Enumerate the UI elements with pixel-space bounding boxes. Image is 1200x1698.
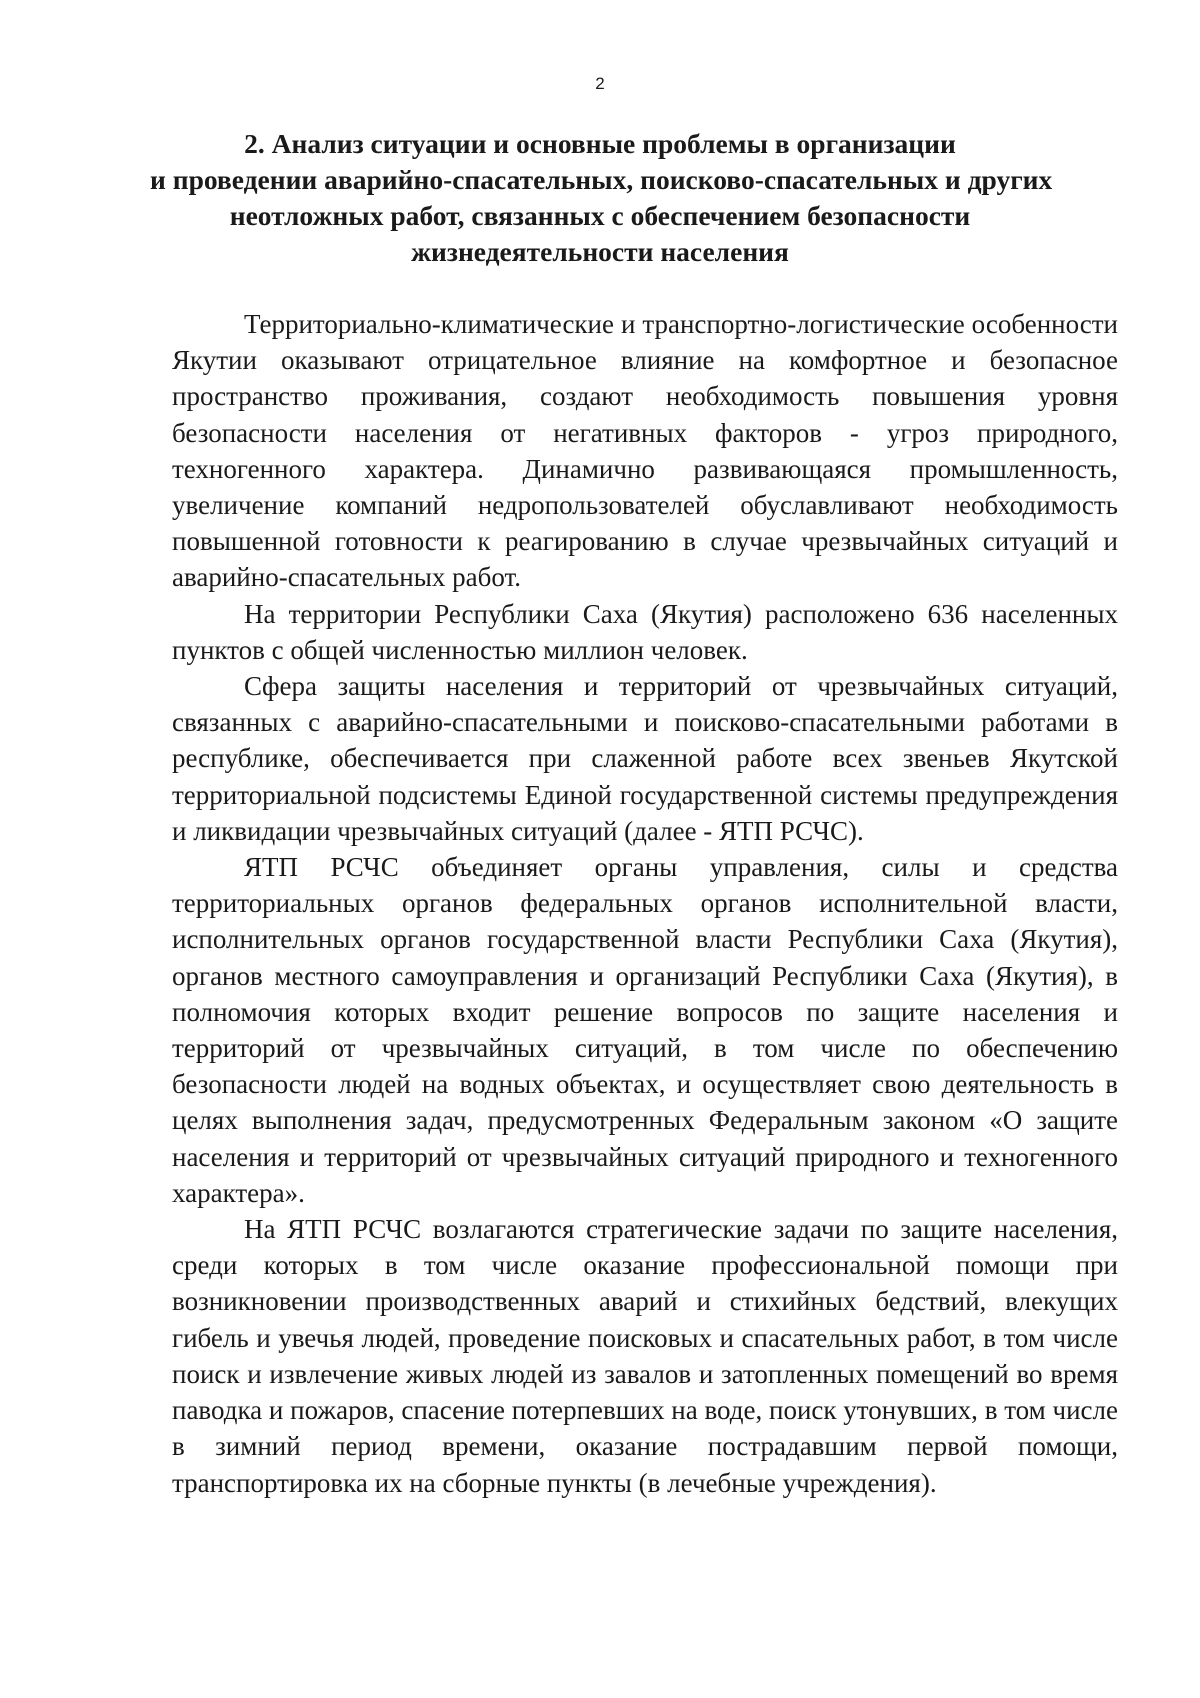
- heading-line: 2. Анализ ситуации и основные проблемы в организации: [244, 128, 956, 159]
- paragraph: Сфера защиты населения и территорий от чрезвычайных ситуаций, связанных с аварийно-спасательными и поисково-спасательными работами в республике, обеспечивается при слаженной работе всех звеньев Якутской территориальной подсистемы Единой государственной системы предупреждения и ликвидации чрезвычайных ситуаций (далее - ЯТП РСЧС).: [172, 671, 1118, 846]
- paragraph: На территории Республики Саха (Якутия) расположено 636 населенных пунктов с общей численностью миллион человек.: [172, 598, 1118, 665]
- paragraph: ЯТП РСЧС объединяет органы управления, силы и средства территориальных органов федеральных органов исполнительной власти, исполнительных органов государственной власти Республики Саха (Якутия), органов местного самоуправления и организаций Республики Саха (Якутия), в полномочия которых входит решение вопросов по защите населения и территорий от чрезвычайных ситуаций, в том числе по обеспечению безопасности людей на водных объектах, и осуществляет свою деятельность в целях выполнения задач, предусмотренных Федеральным законом «О защите населения и территорий от чрезвычайных ситуаций природного и техногенного характера».: [172, 852, 1118, 1208]
- heading-line: неотложных работ, связанных с обеспечением безопасности: [229, 200, 971, 231]
- section-heading: [150, 126, 1053, 270]
- paragraph: Территориально-климатические и транспортно-логистические особенности Якутии оказывают отрицательное влияние на комфортное и безопасное пространство проживания, создают необходимость повышения уровня безопасности населения от негативных факторов - угроз природного, техногенного характера. Динамично развивающаяся промышленность, увеличение компаний недропользователей обуславливают необходимость повышенной готовности к реагированию в случае чрезвычайных ситуаций и аварийно-спасательных работ.: [172, 309, 1118, 593]
- body-text: [172, 306, 1118, 1501]
- paragraph: На ЯТП РСЧС возлагаются стратегические задачи по защите населения, среди которых в том числе оказание профессиональной помощи при возникновении производственных аварий и стихийных бедствий, влекущих гибель и увечья людей, проведение поисковых и спасательных работ, в том числе поиск и извлечение живых людей из завалов и затопленных помещений во время паводка и пожаров, спасение потерпевших на воде, поиск утонувших, в том числе в зимний период времени, оказание пострадавшим первой помощи, транспортировка их на сборные пункты (в лечебные учреждения).: [172, 1214, 1118, 1498]
- page-number: 2: [595, 74, 605, 93]
- heading-line: и проведении аварийно-спасательных, поисково-спасательных и других: [150, 164, 1053, 195]
- heading-line: жизнедеятельности населения: [411, 236, 789, 267]
